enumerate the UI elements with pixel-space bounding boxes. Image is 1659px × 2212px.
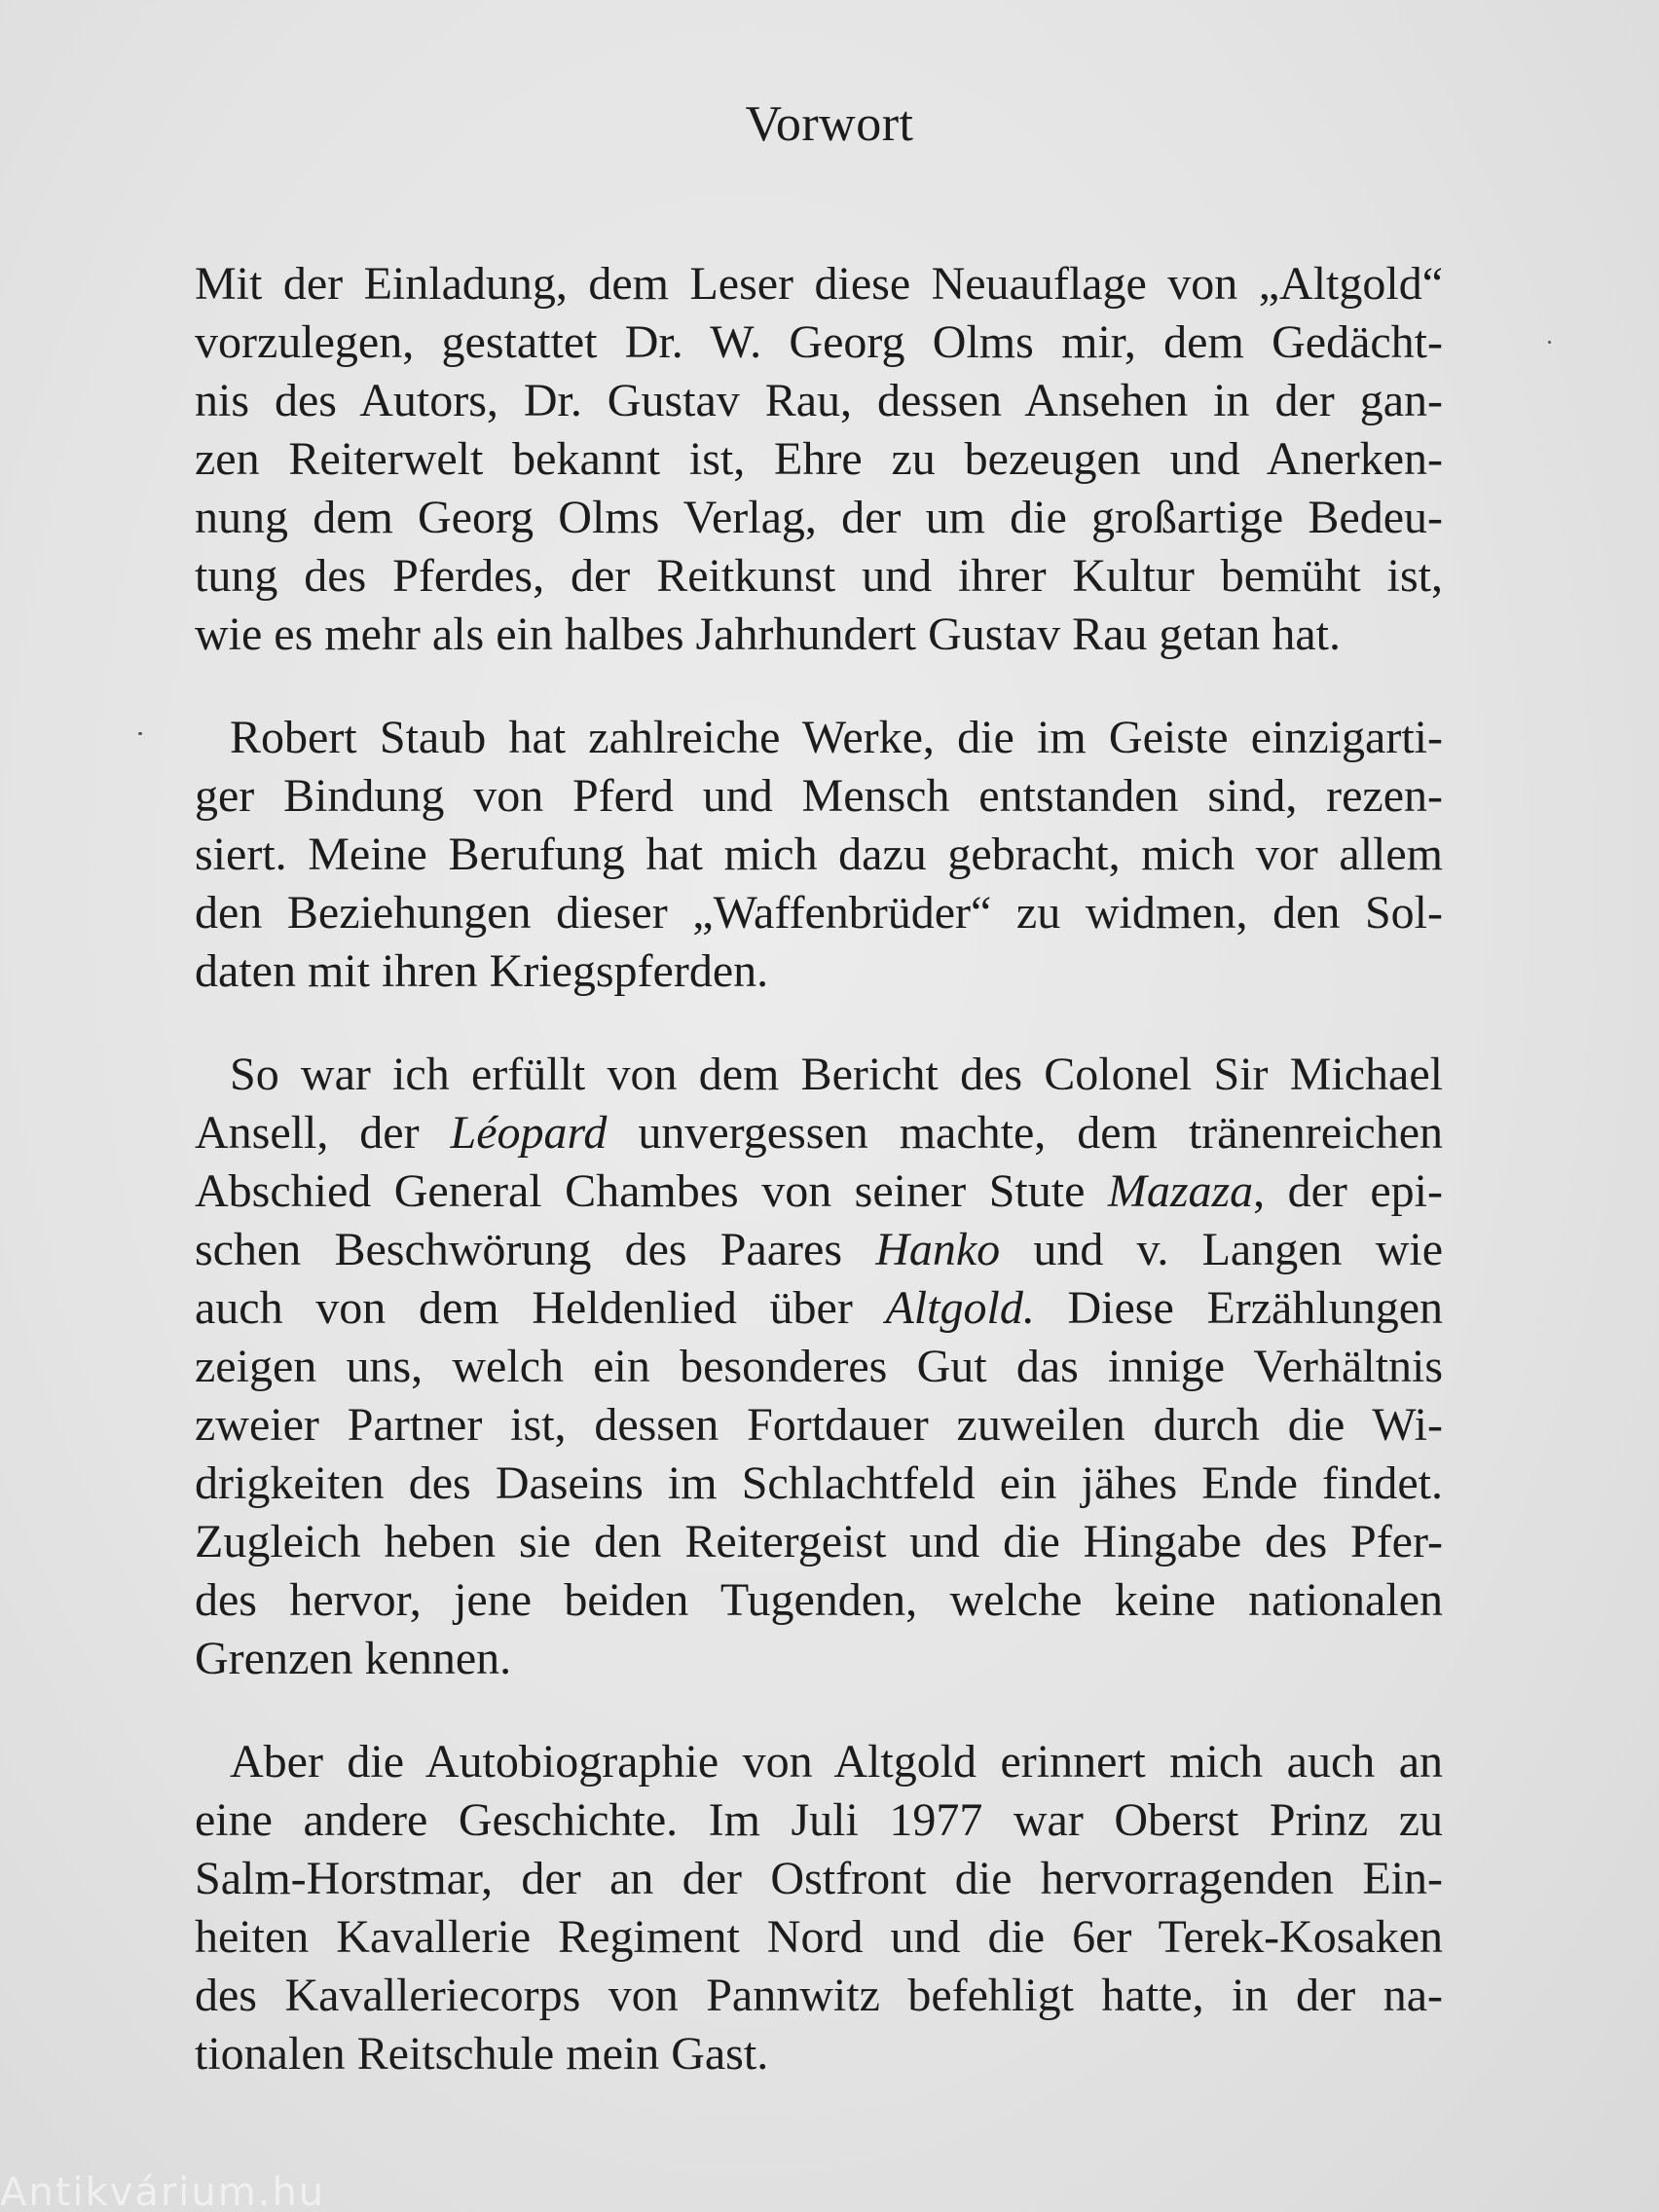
text-line: nis des Autors, Dr. Gustav Rau, dessen Ansehen in der gan- [195,375,1443,426]
text-line: Grenzen kennen. [195,1633,512,1684]
text-line: zeigen uns, welch ein besonderes Gut das innige Verhältnis [195,1341,1443,1392]
text-line: Ansell, der Léopard unvergessen machte, dem tränenreichen [195,1107,1444,1159]
paragraph-4 [195,1733,1443,2083]
paragraph-1 [195,255,1443,664]
text-line: eine andere Geschichte. Im Juli 1977 war Oberst Prinz zu [195,1794,1443,1846]
watermark: Antikvárium.hu [0,2173,326,2212]
text-line: tung des Pferdes, der Reitkunst und ihrer Kultur bemüht ist, [195,550,1443,602]
paragraph-2 [195,709,1443,1001]
text-line: Mit der Einladung, dem Leser diese Neuauflage von „Altgold“ [195,258,1443,310]
text-line: wie es mehr als ein halbes Jahrhundert Gustav Rau getan hat. [195,608,1341,660]
text-line: Salm-Horstmar, der an der Ostfront die hervorragenden Ein- [195,1853,1443,1904]
text-line: Robert Staub hat zahlreiche Werke, die im Geiste einzigarti- [230,712,1443,763]
text-line: des Kavalleriecorps von Pannwitz befehligt hatte, in der na- [195,1970,1443,2021]
page-title: Vorwort [745,96,914,152]
text-line: So war ich erfüllt von dem Bericht des Colonel Sir Michael [230,1049,1443,1100]
body-text [195,255,1443,2128]
text-line: tionalen Reitschule mein Gast. [195,2028,769,2080]
text-line: heiten Kavallerie Regiment Nord und die 6er Terek-Kosaken [195,1911,1443,1963]
text-line: daten mit ihren Kriegspferden. [195,945,769,997]
text-line: ger Bindung von Pferd und Mensch entstanden sind, rezen- [195,770,1443,822]
text-line: siert. Meine Berufung hat mich dazu gebracht, mich vor allem [195,829,1443,880]
text-line: nung dem Georg Olms Verlag, der um die großartige Bedeu- [195,492,1443,543]
text-line: Abschied General Chambes von seiner Stute Mazaza, der epi- [195,1165,1443,1217]
text-line: des hervor, jene beiden Tugenden, welche keine nationalen [195,1574,1443,1626]
text-line: zen Reiterwelt bekannt ist, Ehre zu bezeugen und Anerken- [195,433,1443,485]
text-line: den Beziehungen dieser „Waffenbrüder“ zu widmen, den Sol- [195,887,1443,939]
text-line: drigkeiten des Daseins im Schlachtfeld ein jähes Ende findet. [195,1457,1443,1509]
text-line: Aber die Autobiographie von Altgold erinnert mich auch an [230,1736,1443,1788]
text-line: zweier Partner ist, dessen Fortdauer zuweilen durch die Wi- [195,1399,1443,1451]
text-line: auch von dem Heldenlied über Altgold. Diese Erzählungen [195,1282,1443,1334]
paper-speck [138,732,142,735]
text-line: Zugleich heben sie den Reitergeist und die Hingabe des Pfer- [195,1516,1443,1567]
text-line: schen Beschwörung des Paares Hanko und v. Langen wie [195,1224,1443,1275]
text-line: vorzulegen, gestattet Dr. W. Georg Olms mir, dem Gedächt- [195,316,1443,368]
paragraph-3 [195,1046,1443,1688]
paper-speck [1548,341,1551,344]
